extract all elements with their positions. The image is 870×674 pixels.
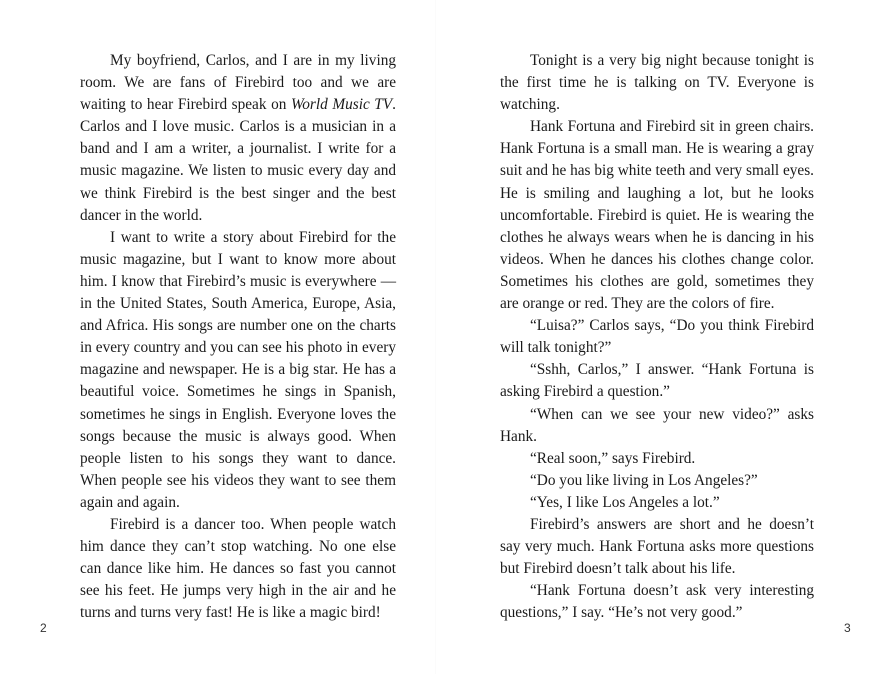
paragraph: “Real soon,” says Firebird. [530, 449, 696, 467]
paragraph: “Hank Fortuna doesn’t ask very interesting questions,” I say. “He’s not very good.” [500, 582, 814, 622]
paragraph: I want to write a story about Firebird for the music magazine, but I want to know more about him. I know that Firebird’s music is everywhere — in the United States, South America, Europe, Asia, and Africa. His songs are number one on the charts in every country and you can see his photo in every magazine and newspaper. He is a big star. He has a beautiful voice. Sometimes he sings in Spanish, sometimes he sings in English. Everyone loves the songs because the music is always good. When people listen to his songs they want to dance. When people see his videos they want to see them again and again. [80, 228, 396, 511]
paragraph: Firebird’s answers are short and he doesn’t say very much. Hank Fortuna asks more questions but Firebird doesn’t talk about his life. [500, 515, 814, 578]
paragraph: “Sshh, Carlos,” I answer. “Hank Fortuna is asking Firebird a question.” [500, 361, 814, 401]
show-title: World Music TV [290, 96, 393, 114]
right-page [500, 50, 814, 624]
paragraph: My boyfriend, Carlos, and I are in my living room. We are fans of Firebird too and we are waiting to hear Firebird speak on World Music TV. Carlos and I love music. Carlos is a musician in a band and I am a writer, a journalist. I write for a music magazine. We listen to music every day and we think Firebird is the best singer and the best dancer in the world. [80, 52, 396, 224]
paragraph: “Do you like living in Los Angeles?” [530, 471, 758, 489]
book-spine [435, 0, 436, 674]
page-number-left: 2 [40, 621, 47, 635]
paragraph: “Luisa?” Carlos says, “Do you think Firebird will talk tonight?” [500, 317, 814, 357]
paragraph: “Yes, I like Los Angeles a lot.” [530, 493, 720, 511]
paragraph: Tonight is a very big night because tonight is the first time he is talking on TV. Everyone is watching. [500, 52, 814, 114]
paragraph: Hank Fortuna and Firebird sit in green chairs. Hank Fortuna is a small man. He is wearing a gray suit and he has big white teeth and very small eyes. He is smiling and laughing a lot, but he looks uncomfortable. Firebird is quiet. He is wearing the clothes he always wears when he is dancing in his videos. When he dances his clothes change color. Sometimes his clothes are gold, sometimes they are orange or red. They are the colors of fire. [500, 118, 814, 313]
left-page [80, 50, 396, 624]
paragraph: Firebird is a dancer too. When people watch him dance they can’t stop watching. No one else can dance like him. He dances so fast you cannot see his feet. He jumps very high in the air and he turns and turns very fast! He is like a magic bird! [80, 515, 396, 622]
page-number-right: 3 [844, 621, 851, 635]
paragraph: “When can we see your new video?” asks Hank. [500, 405, 814, 445]
